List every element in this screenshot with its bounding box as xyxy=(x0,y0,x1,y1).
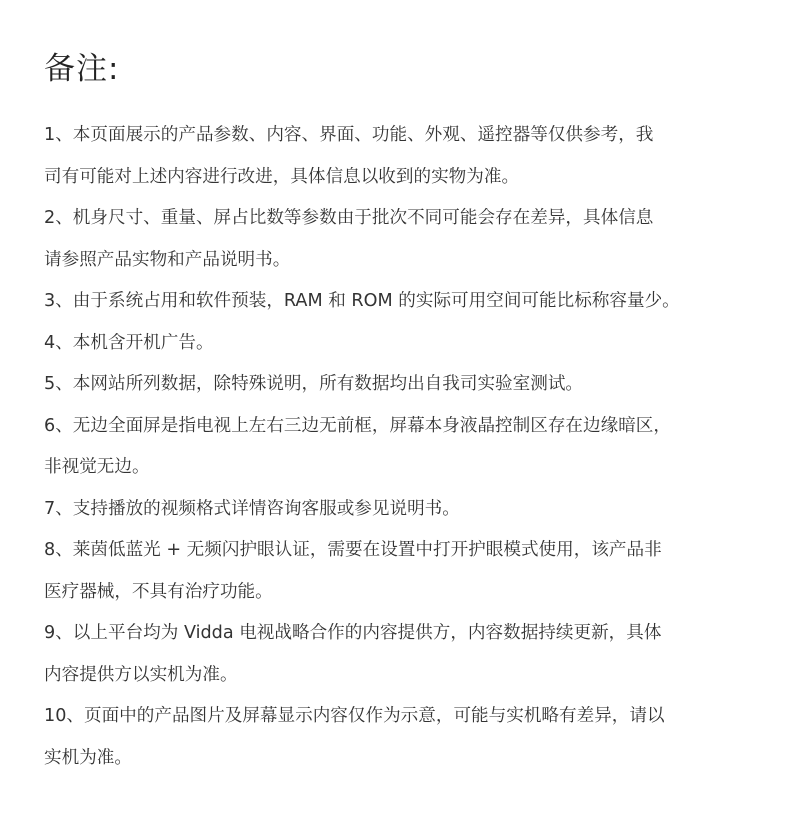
note-text: 1、本页面展示的产品参数、内容、界面、功能、外观、遥控器等仅供参考，我 xyxy=(44,125,654,145)
note-text: 非视觉无边。 xyxy=(44,457,150,477)
note-text: 实机为准。 xyxy=(44,747,132,768)
note-text: 10、页面中的产品图片及屏幕显示内容仅作为示意，可能与实机略有差异，请以 xyxy=(44,706,665,726)
page-title: 备注: xyxy=(44,51,120,87)
note-text: 2、机身尺寸、重量、屏占比数等参数由于批次不同可能会存在差异，具体信息 xyxy=(44,208,654,228)
note-text: 司有可能对上述内容进行改进，具体信息以收到的实物为准。 xyxy=(44,166,520,187)
notes-list xyxy=(44,115,752,779)
note-text: 8、莱茵低蓝光 + 无频闪护眼认证，需要在设置中打开护眼模式使用，该产品非 xyxy=(44,540,662,560)
note-text: 内容提供方以实机为准。 xyxy=(44,664,238,685)
note-text: 3、由于系统占用和软件预装，RAM 和 ROM 的实际可用空间可能比标称容量少。 xyxy=(44,291,680,311)
note-item-7 xyxy=(44,489,752,531)
note-item-9 xyxy=(44,613,752,696)
note-item-3 xyxy=(44,281,752,323)
note-item-2 xyxy=(44,198,752,281)
note-item-5 xyxy=(44,364,752,406)
note-text: 医疗器械，不具有治疗功能。 xyxy=(44,581,273,602)
note-text: 4、本机含开机广告。 xyxy=(44,332,214,353)
note-text: 7、支持播放的视频格式详情咨询客服或参见说明书。 xyxy=(44,498,460,519)
note-item-8 xyxy=(44,530,752,613)
note-text: 请参照产品实物和产品说明书。 xyxy=(44,249,291,270)
note-item-10 xyxy=(44,696,752,779)
note-text: 9、以上平台均为 Vidda 电视战略合作的内容提供方，内容数据持续更新，具体 xyxy=(44,623,662,643)
note-item-6 xyxy=(44,406,752,489)
note-item-1 xyxy=(44,115,752,198)
note-text: 6、无边全面屏是指电视上左右三边无前框，屏幕本身液晶控制区存在边缘暗区， xyxy=(44,415,671,436)
note-text: 5、本网站所列数据，除特殊说明，所有数据均出自我司实验室测试。 xyxy=(44,374,584,394)
note-item-4 xyxy=(44,323,752,365)
